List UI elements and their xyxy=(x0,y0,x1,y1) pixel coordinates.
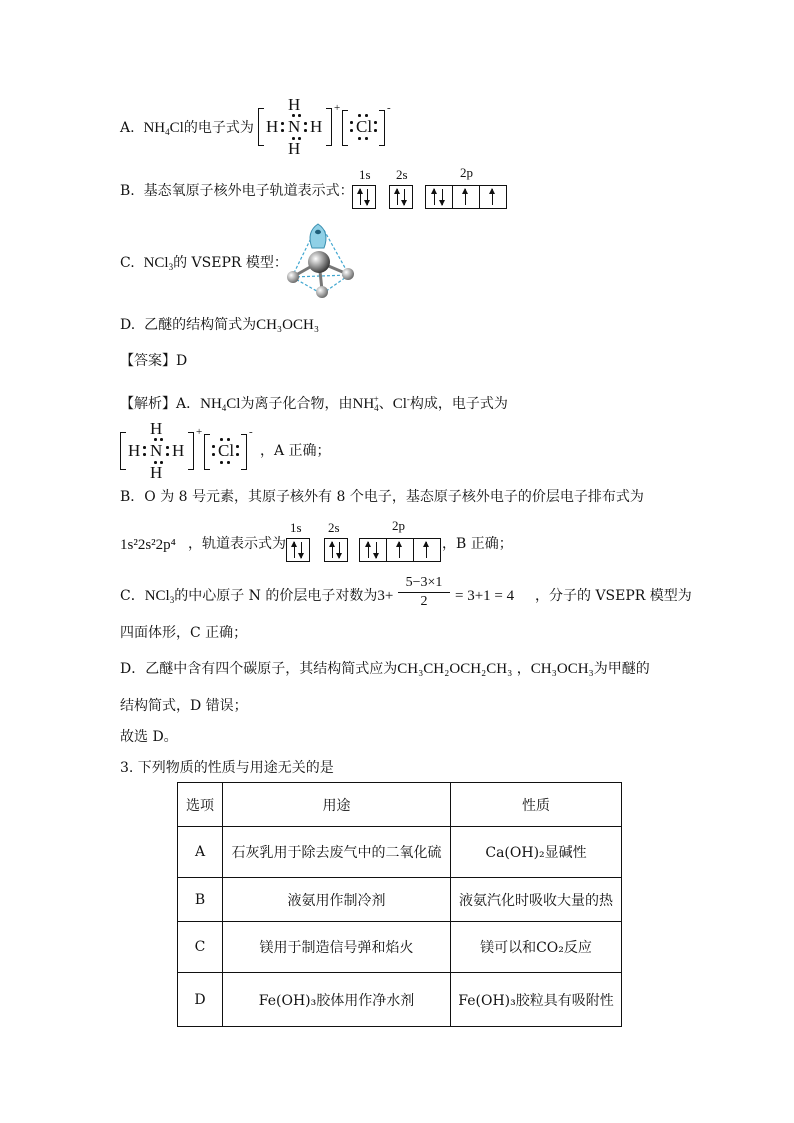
analysis-c-line1: C．NCl$_3$的中心原子 N 的价层电子对数为3+ xyxy=(120,588,394,605)
orbital-box-1s xyxy=(352,185,376,209)
analysis-d-line2: 结构简式，D 错误； xyxy=(120,698,248,714)
analysis-b-line1: B．O 为 8 号元素，其原子核外有 8 个电子，基态原子核外电子的价层电子排布式为 xyxy=(120,489,644,505)
header-option: 选项 xyxy=(178,783,223,827)
properties-table xyxy=(177,782,622,1027)
electron-config: 1s²2s²2p⁴ xyxy=(120,537,176,553)
option-c: C. NCl$_3$的 VSEPR 模型： xyxy=(120,255,288,272)
question-3-title: 3. 下列物质的性质与用途无关的是 xyxy=(120,760,334,776)
header-property: 性质 xyxy=(451,783,622,827)
orbital-box-2p xyxy=(425,185,507,209)
orbital-box-2s-analysis xyxy=(324,538,348,562)
table-header-row xyxy=(178,783,622,827)
table-row: B 液氨用作制冷剂 液氨汽化时吸收大量的热 xyxy=(178,878,622,922)
table-row: A 石灰乳用于除去废气中的二氧化硫 Ca(OH)₂显碱性 xyxy=(178,827,622,878)
orbital-label-2s: 2s xyxy=(396,167,408,182)
final-answer: 故选 D。 xyxy=(120,729,178,745)
analysis-b-conclusion: ，B 正确； xyxy=(442,536,513,552)
orbital-box-2p-analysis xyxy=(359,538,441,562)
analysis-a-conclusion: ，A 正确； xyxy=(260,443,331,459)
option-b: B. 基态氧原子核外电子轨道表示式： xyxy=(120,183,354,199)
header-use: 用途 xyxy=(223,783,451,827)
analysis-a-line1: 【解析】A．$NH_4Cl$为离子化合物，由$NH_4^+$、Cl-构成，电子式为 xyxy=(120,394,508,413)
orbital-box-2s xyxy=(389,185,413,209)
analysis-b-text2: ，轨道表示式为 xyxy=(188,536,286,552)
orbital-label-1s: 1s xyxy=(359,167,371,182)
table-row: D Fe(OH)₃胶体用作净水剂 Fe(OH)₃胶粒具有吸附性 xyxy=(178,973,622,1027)
table-row: C 镁用于制造信号弹和焰火 镁可以和CO₂反应 xyxy=(178,922,622,973)
answer-line: 【答案】D xyxy=(120,353,188,369)
electron-formula-nh4cl: H H N H H + Cl - xyxy=(258,96,398,156)
vsepr-model-image xyxy=(282,220,362,302)
option-a: A. $NH_4Cl$的电子式为 xyxy=(120,120,254,137)
analysis-d-line1: D．乙醚中含有四个碳原子，其结构简式应为CH₃CH₂OCH₂CH₃ ，CH₃OCH₃为甲醚的 xyxy=(120,661,650,677)
orbital-box-1s-analysis xyxy=(286,538,310,562)
orbital-label-2p: 2p xyxy=(460,165,473,180)
analysis-c-line2: 四面体形，C 正确； xyxy=(120,625,248,641)
option-d: D. 乙醚的结构简式为CH₃OCH₃ xyxy=(120,317,320,333)
electron-formula-analysis: H H N H H + Cl - xyxy=(120,420,260,480)
fraction: $\frac{5-3\times 1}{2}$ xyxy=(398,574,450,611)
